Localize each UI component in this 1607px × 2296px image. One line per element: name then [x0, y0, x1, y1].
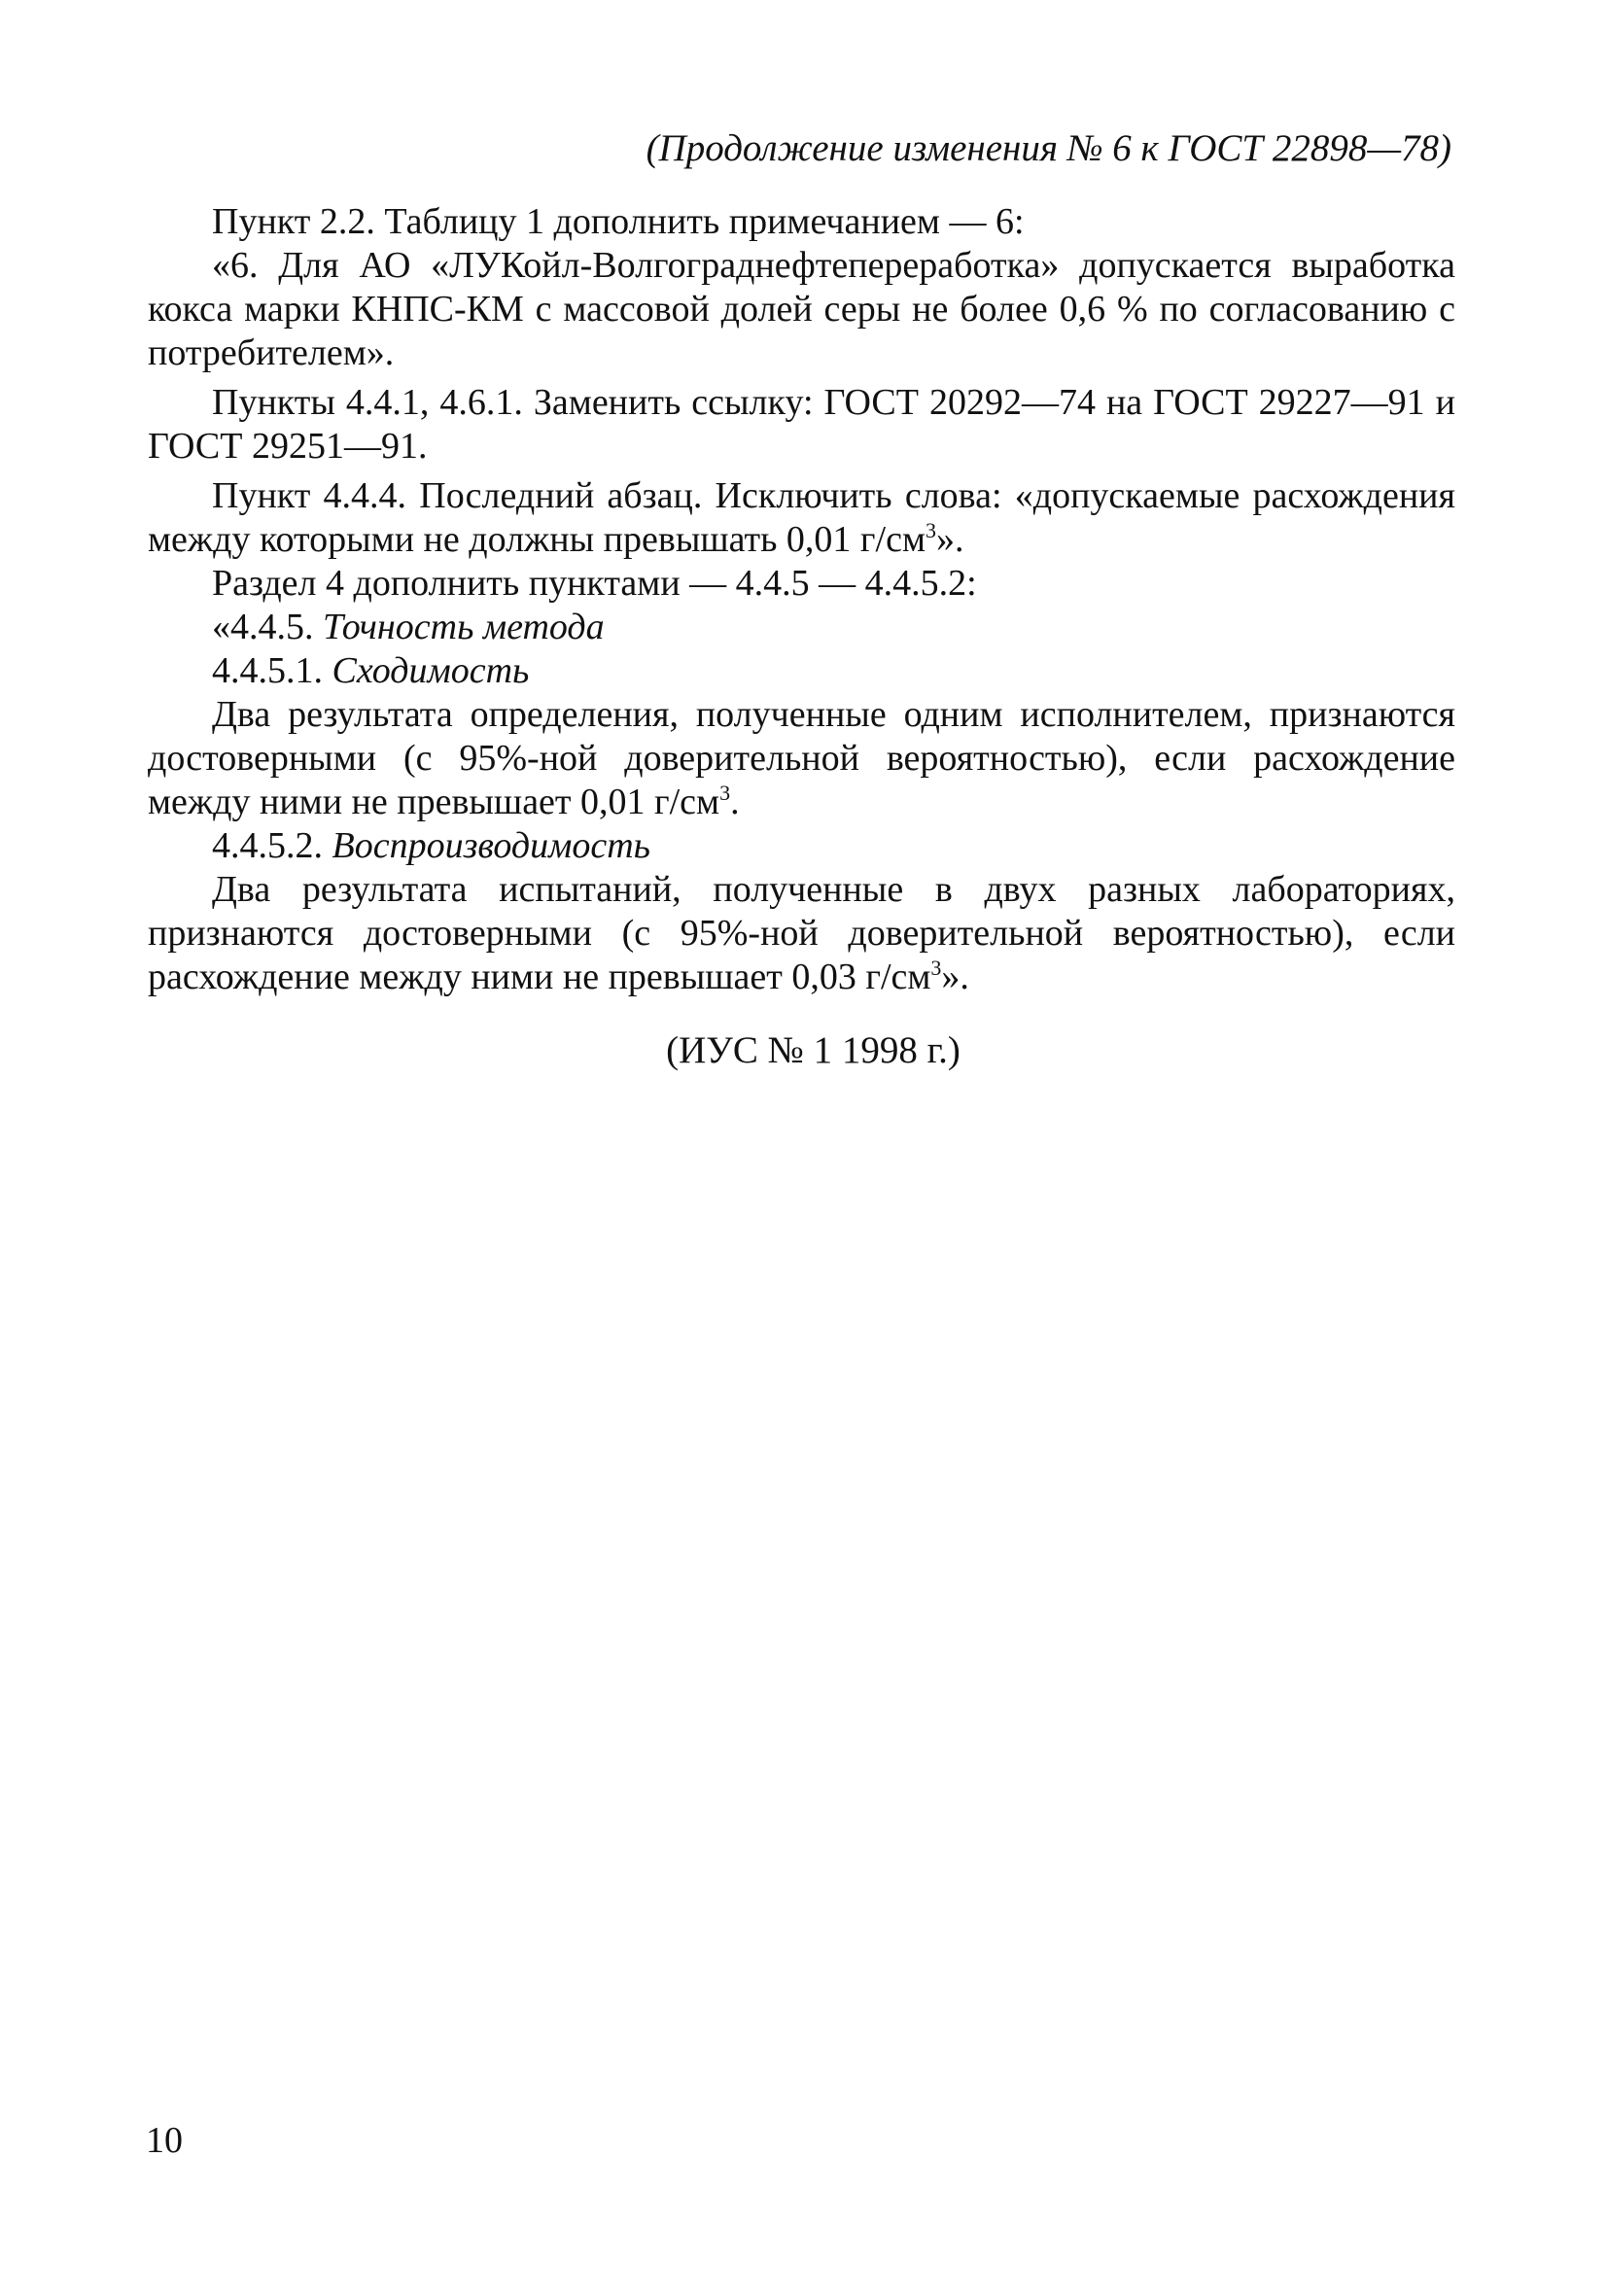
heading-4-4-5-2 — [148, 824, 1455, 868]
clause-title: Сходимость — [332, 650, 530, 691]
clause-number: 4.4.5.2. — [212, 825, 332, 866]
page-number: 10 — [146, 2120, 183, 2161]
clause-title: Точность метода — [323, 607, 605, 647]
paragraph-items-4-4-1: Пункты 4.4.1, 4.6.1. Заменить ссылку: ГОСТ 20292—74 на ГОСТ 29227—91 и ГОСТ 29251—91. — [148, 382, 1455, 467]
paragraph-reproducibility — [148, 868, 1455, 999]
heading-4-4-5 — [148, 606, 1455, 649]
paragraph-note-6: «6. Для АО «ЛУКойл-Волгограднефтепереработка» допускается выработка кокса марки КНПС-КМ с массовой долей серы не более 0,6 % по согласованию с потребителем». — [148, 245, 1455, 373]
text-run: Два результата определения, полученные одним исполнителем, признаются достоверными (с 95%-ной доверительной вероятностью), если расхождение между ними не превышает 0,01 г/см — [148, 694, 1455, 822]
clause-number: «4.4.5. — [212, 607, 323, 647]
text-run: . — [730, 782, 740, 822]
paragraph-item-2-2: Пункт 2.2. Таблицу 1 дополнить примечанием — 6: — [212, 201, 1025, 242]
paragraph-section-4: Раздел 4 дополнить пунктами — 4.4.5 — 4.4.5.2: — [212, 563, 977, 604]
document-body — [148, 200, 1455, 999]
superscript: 3 — [926, 518, 936, 542]
page-header: (Продолжение изменения № 6 к ГОСТ 22898—78) — [646, 127, 1451, 169]
text-run: ». — [936, 519, 964, 560]
text-run: ». — [941, 957, 969, 997]
paragraph-item-4-4-4 — [148, 474, 1455, 562]
superscript: 3 — [930, 956, 942, 980]
clause-number: 4.4.5.1. — [212, 650, 332, 691]
text-run: Два результата испытаний, полученные в двух разных лабораториях, признаются достоверными (с 95%-ной доверительной вероятностью), если расхождение между ними не превышает 0,03 г/см — [148, 869, 1455, 997]
superscript: 3 — [719, 781, 731, 805]
source-reference: (ИУС № 1 1998 г.) — [666, 1029, 961, 1071]
heading-4-4-5-1 — [148, 649, 1455, 693]
clause-title: Воспроизводимость — [332, 825, 650, 866]
paragraph-repeatability — [148, 693, 1455, 824]
text-run: Пункт 4.4.4. Последний абзац. Исключить слова: «допускаемые расхождения между которыми не должны превышать 0,01 г/см — [148, 475, 1455, 560]
